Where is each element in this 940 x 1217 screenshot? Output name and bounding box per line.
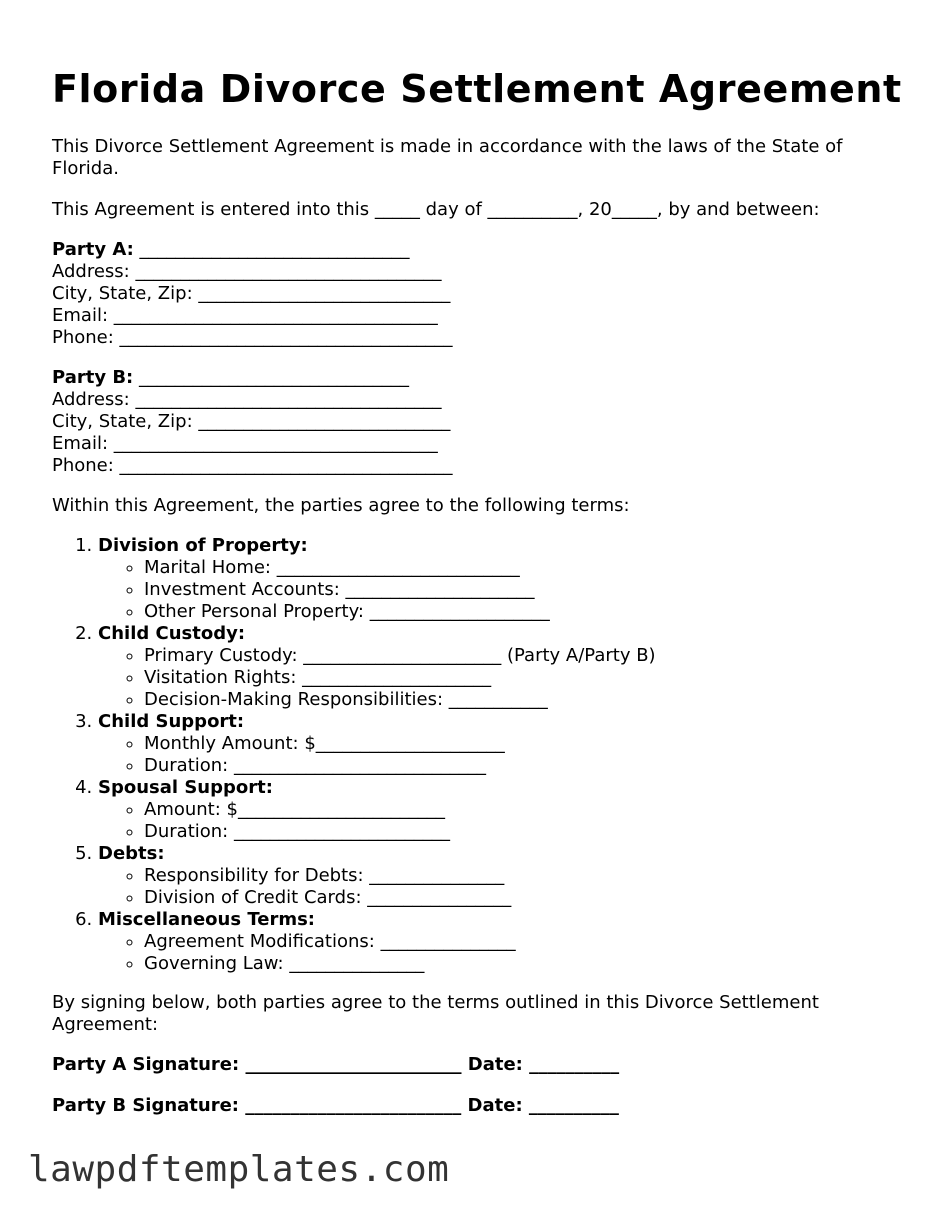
party-a-city: City, State, Zip: ____________________________ xyxy=(52,283,451,304)
term-subitem: ◦ Monthly Amount: $_____________________ xyxy=(144,733,656,755)
term-subitem: ◦ Investment Accounts: _____________________ xyxy=(144,579,656,601)
term-subitem: ◦ Visitation Rights: _____________________ xyxy=(144,667,656,689)
term-subitem: ◦ Duration: ________________________ xyxy=(144,821,656,843)
term-subitem: ◦ Marital Home: ___________________________ xyxy=(144,557,656,579)
party-a-block xyxy=(52,239,892,349)
term-heading: Child Custody: xyxy=(98,623,246,644)
party-b-name-row xyxy=(52,367,892,389)
term-item xyxy=(98,909,656,975)
party-b-email: Email: ____________________________________ xyxy=(52,433,438,454)
term-subitems xyxy=(98,645,656,711)
party-b-city: City, State, Zip: ____________________________ xyxy=(52,411,451,432)
party-a-label: Party A: xyxy=(52,239,134,260)
term-subitems xyxy=(98,733,656,777)
party-b-block xyxy=(52,367,892,477)
party-b-phone: Phone: _____________________________________ xyxy=(52,455,453,476)
footer-watermark: lawpdftemplates.com xyxy=(28,1149,450,1190)
party-b-label: Party B: xyxy=(52,367,134,388)
party-b-name-line: ______________________________ xyxy=(133,367,409,388)
term-item xyxy=(98,777,656,843)
term-subitem: ◦ Duration: ____________________________ xyxy=(144,755,656,777)
intro-paragraph: This Divorce Settlement Agreement is made in accordance with the laws of the State of Florida. xyxy=(52,136,843,179)
term-subitem: ◦ Decision-Making Responsibilities: ___________ xyxy=(144,689,656,711)
term-subitem: ◦ Other Personal Property: ____________________ xyxy=(144,601,656,623)
terms-list xyxy=(52,535,656,975)
party-a-email: Email: ____________________________________ xyxy=(52,305,438,326)
term-item xyxy=(98,843,656,909)
party-b-signature-line: Party B Signature: ________________________ Date: __________ xyxy=(52,1095,619,1116)
term-subitem: ◦ Division of Credit Cards: ________________ xyxy=(144,887,656,909)
party-a-name-line: ______________________________ xyxy=(133,239,410,260)
terms-intro: Within this Agreement, the parties agree to the following terms: xyxy=(52,495,630,516)
term-heading: Division of Property: xyxy=(98,535,308,556)
term-subitem: ◦ Primary Custody: ______________________ (Party A/Party B) xyxy=(144,645,656,667)
term-subitem: ◦ Governing Law: _______________ xyxy=(144,953,656,975)
term-item xyxy=(98,623,656,711)
term-subitems xyxy=(98,799,656,843)
term-heading: Miscellaneous Terms: xyxy=(98,909,315,930)
term-subitems xyxy=(98,865,656,909)
closing-paragraph: By signing below, both parties agree to the terms outlined in this Divorce Settlement Agreement: xyxy=(52,992,819,1035)
term-heading: Spousal Support: xyxy=(98,777,273,798)
party-a-signature-line: Party A Signature: ________________________ Date: __________ xyxy=(52,1054,620,1075)
term-subitem: ◦ Responsibility for Debts: _______________ xyxy=(144,865,656,887)
party-a-name-row xyxy=(52,239,892,261)
entered-into-line: This Agreement is entered into this _____ day of __________, 20_____, by and between: xyxy=(52,199,820,220)
term-subitems xyxy=(98,931,656,975)
party-a-phone: Phone: _____________________________________ xyxy=(52,327,453,348)
term-item xyxy=(98,711,656,777)
term-heading: Child Support: xyxy=(98,711,245,732)
term-heading: Debts: xyxy=(98,843,165,864)
party-b-address: Address: __________________________________ xyxy=(52,389,442,410)
term-subitems xyxy=(98,557,656,623)
party-a-address: Address: __________________________________ xyxy=(52,261,442,282)
term-item xyxy=(98,535,656,623)
term-subitem: ◦ Amount: $_______________________ xyxy=(144,799,656,821)
document-title: Florida Divorce Settlement Agreement xyxy=(52,67,902,111)
term-subitem: ◦ Agreement Modifications: _______________ xyxy=(144,931,656,953)
